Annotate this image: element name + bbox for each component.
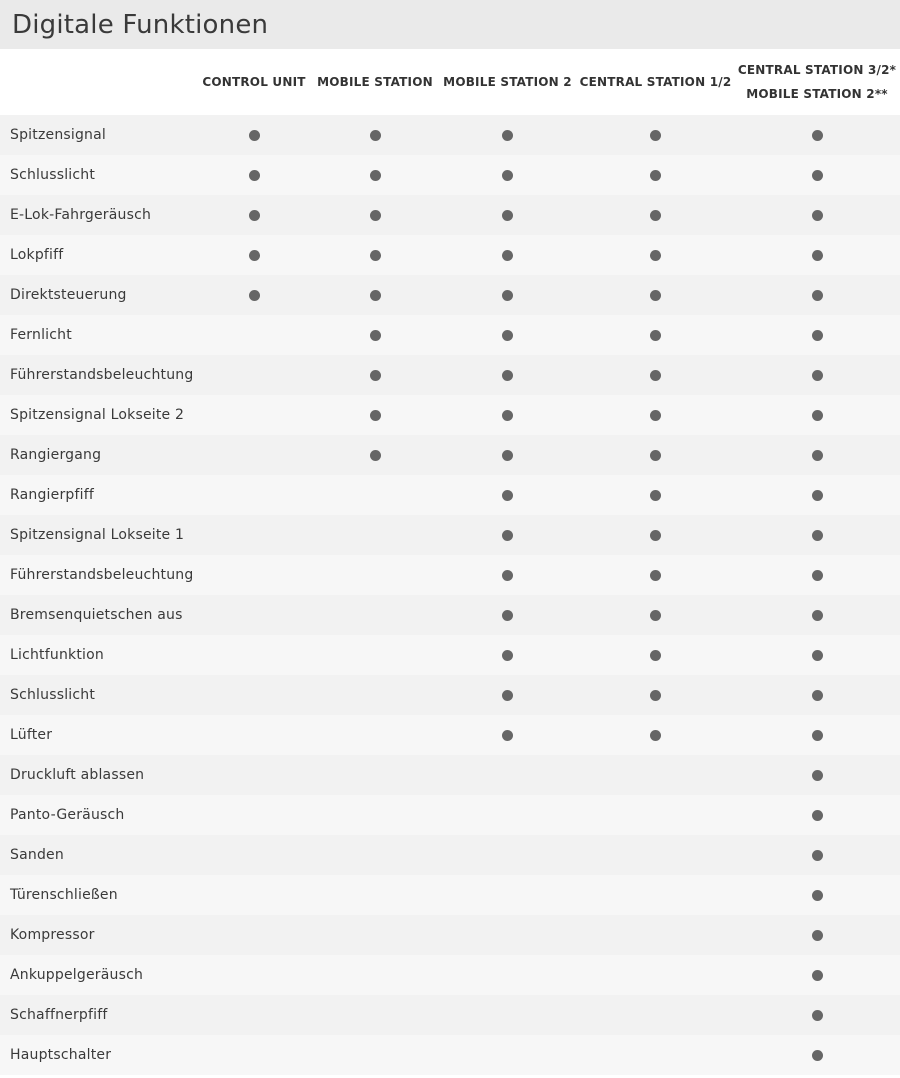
- support-cell: [577, 915, 734, 955]
- support-cell: [312, 675, 438, 715]
- filled-circle-icon: [249, 170, 260, 181]
- support-cell: [734, 355, 900, 395]
- filled-circle-icon: [370, 130, 381, 141]
- support-cell: [577, 595, 734, 635]
- support-cell: [438, 875, 577, 915]
- support-cell: [312, 595, 438, 635]
- filled-circle-icon: [249, 210, 260, 221]
- filled-circle-icon: [502, 330, 513, 341]
- filled-circle-icon: [249, 130, 260, 141]
- support-cell: [577, 195, 734, 235]
- table-row: [0, 275, 900, 315]
- support-cell: [196, 155, 312, 195]
- function-label: Sanden: [10, 847, 64, 863]
- support-cell: [196, 315, 312, 355]
- function-label: Direktsteuerung: [10, 287, 127, 303]
- filled-circle-icon: [650, 170, 661, 181]
- filled-circle-icon: [650, 490, 661, 501]
- support-cell: [312, 955, 438, 995]
- function-label: Panto-Geräusch: [10, 807, 125, 823]
- function-label: Bremsenquietschen aus: [10, 607, 183, 623]
- support-cell: [734, 475, 900, 515]
- filled-circle-icon: [502, 610, 513, 621]
- filled-circle-icon: [370, 410, 381, 421]
- function-label: Schaffnerpfiff: [10, 1007, 108, 1023]
- support-cell: [734, 555, 900, 595]
- support-cell: [312, 155, 438, 195]
- function-label: Schlusslicht: [10, 687, 96, 703]
- support-cell: [438, 635, 577, 675]
- function-label: Hauptschalter: [10, 1047, 112, 1063]
- support-cell: [196, 515, 312, 555]
- support-cell: [312, 435, 438, 475]
- support-cell: [577, 715, 734, 755]
- filled-circle-icon: [812, 850, 823, 861]
- filled-circle-icon: [812, 330, 823, 341]
- support-cell: [734, 595, 900, 635]
- support-cell: [196, 955, 312, 995]
- function-label: Rangiergang: [10, 447, 102, 463]
- support-cell: [312, 715, 438, 755]
- support-cell: [196, 675, 312, 715]
- header-empty-cell: [0, 49, 196, 115]
- filled-circle-icon: [812, 410, 823, 421]
- filled-circle-icon: [502, 490, 513, 501]
- filled-circle-icon: [502, 570, 513, 581]
- filled-circle-icon: [502, 410, 513, 421]
- support-cell: [196, 355, 312, 395]
- filled-circle-icon: [650, 450, 661, 461]
- support-cell: [577, 275, 734, 315]
- support-cell: [734, 915, 900, 955]
- functions-table: [0, 49, 900, 1075]
- support-cell: [196, 115, 312, 155]
- filled-circle-icon: [812, 730, 823, 741]
- table-row: [0, 515, 900, 555]
- support-cell: [196, 555, 312, 595]
- table-row: [0, 235, 900, 275]
- filled-circle-icon: [812, 610, 823, 621]
- filled-circle-icon: [812, 250, 823, 261]
- support-cell: [577, 115, 734, 155]
- function-label: Lüfter: [10, 727, 53, 743]
- header-mobile-station: [312, 49, 438, 115]
- support-cell: [312, 835, 438, 875]
- support-cell: [438, 395, 577, 435]
- table-row: [0, 875, 900, 915]
- header-central-station-3-2: [734, 49, 900, 115]
- table-row: [0, 115, 900, 155]
- filled-circle-icon: [812, 290, 823, 301]
- filled-circle-icon: [370, 370, 381, 381]
- support-cell: [196, 875, 312, 915]
- support-cell: [438, 475, 577, 515]
- column-header-label-line-2: MOBILE STATION 2**: [746, 87, 888, 101]
- header-central-station-1-2: [577, 49, 734, 115]
- filled-circle-icon: [502, 450, 513, 461]
- support-cell: [438, 155, 577, 195]
- table-row: [0, 395, 900, 435]
- column-header-label: CENTRAL STATION 3/2*: [737, 63, 897, 77]
- table-row: [0, 355, 900, 395]
- support-cell: [312, 515, 438, 555]
- support-cell: [577, 835, 734, 875]
- support-cell: [312, 875, 438, 915]
- table-row: [0, 1035, 900, 1075]
- support-cell: [438, 795, 577, 835]
- support-cell: [438, 435, 577, 475]
- support-cell: [312, 195, 438, 235]
- table-row: [0, 635, 900, 675]
- support-cell: [577, 315, 734, 355]
- support-cell: [312, 795, 438, 835]
- filled-circle-icon: [370, 450, 381, 461]
- header-mobile-station-2: [438, 49, 577, 115]
- filled-circle-icon: [812, 1010, 823, 1021]
- filled-circle-icon: [249, 250, 260, 261]
- column-header-label: MOBILE STATION 2: [443, 75, 572, 89]
- support-cell: [196, 715, 312, 755]
- table-row: [0, 195, 900, 235]
- support-cell: [438, 555, 577, 595]
- column-header-label: MOBILE STATION: [317, 75, 433, 89]
- support-cell: [438, 515, 577, 555]
- page-title: Digitale Funktionen: [12, 9, 269, 40]
- function-label: Spitzensignal Lokseite 2: [10, 407, 185, 423]
- function-label: Führerstandsbeleuchtung: [10, 367, 194, 383]
- filled-circle-icon: [650, 410, 661, 421]
- support-cell: [196, 275, 312, 315]
- support-cell: [577, 675, 734, 715]
- support-cell: [312, 235, 438, 275]
- support-cell: [312, 1035, 438, 1075]
- support-cell: [734, 1035, 900, 1075]
- table-row: [0, 155, 900, 195]
- support-cell: [734, 675, 900, 715]
- support-cell: [734, 115, 900, 155]
- support-cell: [734, 275, 900, 315]
- filled-circle-icon: [812, 530, 823, 541]
- function-label: Lokpfiff: [10, 247, 64, 263]
- table-row: [0, 915, 900, 955]
- table-row: [0, 715, 900, 755]
- function-label: Fernlicht: [10, 327, 72, 343]
- support-cell: [196, 475, 312, 515]
- filled-circle-icon: [502, 130, 513, 141]
- support-cell: [734, 195, 900, 235]
- filled-circle-icon: [502, 530, 513, 541]
- filled-circle-icon: [812, 930, 823, 941]
- filled-circle-icon: [812, 810, 823, 821]
- filled-circle-icon: [812, 690, 823, 701]
- support-cell: [438, 955, 577, 995]
- function-label: Türenschließen: [10, 887, 118, 903]
- support-cell: [196, 755, 312, 795]
- table-row: [0, 675, 900, 715]
- support-cell: [577, 795, 734, 835]
- function-label: Führerstandsbeleuchtung: [10, 567, 194, 583]
- filled-circle-icon: [812, 130, 823, 141]
- filled-circle-icon: [502, 250, 513, 261]
- support-cell: [438, 275, 577, 315]
- filled-circle-icon: [370, 170, 381, 181]
- support-cell: [196, 915, 312, 955]
- filled-circle-icon: [650, 330, 661, 341]
- filled-circle-icon: [812, 1050, 823, 1061]
- support-cell: [196, 835, 312, 875]
- support-cell: [438, 835, 577, 875]
- table-row: [0, 755, 900, 795]
- support-cell: [438, 995, 577, 1035]
- function-label: Lichtfunktion: [10, 647, 104, 663]
- filled-circle-icon: [650, 690, 661, 701]
- filled-circle-icon: [650, 130, 661, 141]
- support-cell: [196, 635, 312, 675]
- filled-circle-icon: [370, 250, 381, 261]
- support-cell: [438, 915, 577, 955]
- table-row: [0, 555, 900, 595]
- filled-circle-icon: [812, 450, 823, 461]
- column-header-label: CONTROL UNIT: [202, 75, 306, 89]
- support-cell: [734, 395, 900, 435]
- support-cell: [196, 235, 312, 275]
- filled-circle-icon: [812, 490, 823, 501]
- support-cell: [312, 115, 438, 155]
- filled-circle-icon: [650, 250, 661, 261]
- filled-circle-icon: [650, 570, 661, 581]
- filled-circle-icon: [370, 330, 381, 341]
- support-cell: [438, 755, 577, 795]
- support-cell: [312, 555, 438, 595]
- support-cell: [734, 835, 900, 875]
- support-cell: [196, 595, 312, 635]
- support-cell: [577, 355, 734, 395]
- title-bar: [0, 0, 900, 49]
- support-cell: [196, 195, 312, 235]
- support-cell: [438, 715, 577, 755]
- table-row: [0, 315, 900, 355]
- function-label: E-Lok-Fahrgeräusch: [10, 207, 152, 223]
- function-label: Schlusslicht: [10, 167, 96, 183]
- support-cell: [734, 795, 900, 835]
- support-cell: [577, 435, 734, 475]
- filled-circle-icon: [502, 370, 513, 381]
- header-control-unit: [196, 49, 312, 115]
- support-cell: [312, 395, 438, 435]
- support-cell: [577, 235, 734, 275]
- support-cell: [438, 595, 577, 635]
- filled-circle-icon: [650, 610, 661, 621]
- table-row: [0, 795, 900, 835]
- filled-circle-icon: [650, 290, 661, 301]
- filled-circle-icon: [812, 370, 823, 381]
- support-cell: [734, 155, 900, 195]
- function-label: Druckluft ablassen: [10, 767, 145, 783]
- functions-table-body: [0, 115, 900, 1075]
- support-cell: [577, 635, 734, 675]
- table-row: [0, 595, 900, 635]
- support-cell: [438, 675, 577, 715]
- filled-circle-icon: [502, 690, 513, 701]
- filled-circle-icon: [650, 730, 661, 741]
- function-label: Spitzensignal: [10, 127, 106, 143]
- support-cell: [196, 435, 312, 475]
- support-cell: [577, 1035, 734, 1075]
- support-cell: [577, 555, 734, 595]
- support-cell: [577, 395, 734, 435]
- support-cell: [577, 475, 734, 515]
- table-row: [0, 955, 900, 995]
- support-cell: [577, 755, 734, 795]
- function-label: Spitzensignal Lokseite 1: [10, 527, 185, 543]
- filled-circle-icon: [812, 170, 823, 181]
- filled-circle-icon: [502, 170, 513, 181]
- filled-circle-icon: [502, 650, 513, 661]
- support-cell: [577, 955, 734, 995]
- filled-circle-icon: [650, 530, 661, 541]
- support-cell: [312, 275, 438, 315]
- table-header-row: [0, 49, 900, 115]
- support-cell: [312, 475, 438, 515]
- filled-circle-icon: [502, 290, 513, 301]
- support-cell: [734, 955, 900, 995]
- support-cell: [734, 515, 900, 555]
- support-cell: [438, 355, 577, 395]
- table-row: [0, 995, 900, 1035]
- filled-circle-icon: [812, 570, 823, 581]
- filled-circle-icon: [812, 210, 823, 221]
- support-cell: [577, 515, 734, 555]
- filled-circle-icon: [370, 290, 381, 301]
- support-cell: [438, 315, 577, 355]
- support-cell: [312, 635, 438, 675]
- support-cell: [312, 915, 438, 955]
- filled-circle-icon: [650, 370, 661, 381]
- support-cell: [312, 355, 438, 395]
- filled-circle-icon: [812, 890, 823, 901]
- support-cell: [438, 1035, 577, 1075]
- filled-circle-icon: [812, 970, 823, 981]
- support-cell: [438, 235, 577, 275]
- support-cell: [734, 995, 900, 1035]
- support-cell: [196, 995, 312, 1035]
- support-cell: [577, 155, 734, 195]
- table-row: [0, 475, 900, 515]
- support-cell: [312, 755, 438, 795]
- filled-circle-icon: [650, 210, 661, 221]
- column-header-label: CENTRAL STATION 1/2: [579, 75, 732, 89]
- table-row: [0, 835, 900, 875]
- support-cell: [438, 195, 577, 235]
- filled-circle-icon: [650, 650, 661, 661]
- support-cell: [734, 315, 900, 355]
- table-row: [0, 435, 900, 475]
- support-cell: [196, 795, 312, 835]
- support-cell: [734, 435, 900, 475]
- support-cell: [577, 875, 734, 915]
- support-cell: [734, 635, 900, 675]
- support-cell: [312, 315, 438, 355]
- filled-circle-icon: [812, 770, 823, 781]
- support-cell: [734, 715, 900, 755]
- support-cell: [577, 995, 734, 1035]
- support-cell: [438, 115, 577, 155]
- filled-circle-icon: [502, 730, 513, 741]
- support-cell: [196, 395, 312, 435]
- function-label: Ankuppelgeräusch: [10, 967, 144, 983]
- filled-circle-icon: [502, 210, 513, 221]
- filled-circle-icon: [812, 650, 823, 661]
- support-cell: [312, 995, 438, 1035]
- support-cell: [734, 235, 900, 275]
- function-label: Kompressor: [10, 927, 95, 943]
- support-cell: [734, 875, 900, 915]
- filled-circle-icon: [370, 210, 381, 221]
- support-cell: [734, 755, 900, 795]
- filled-circle-icon: [249, 290, 260, 301]
- function-label: Rangierpfiff: [10, 487, 94, 503]
- support-cell: [196, 1035, 312, 1075]
